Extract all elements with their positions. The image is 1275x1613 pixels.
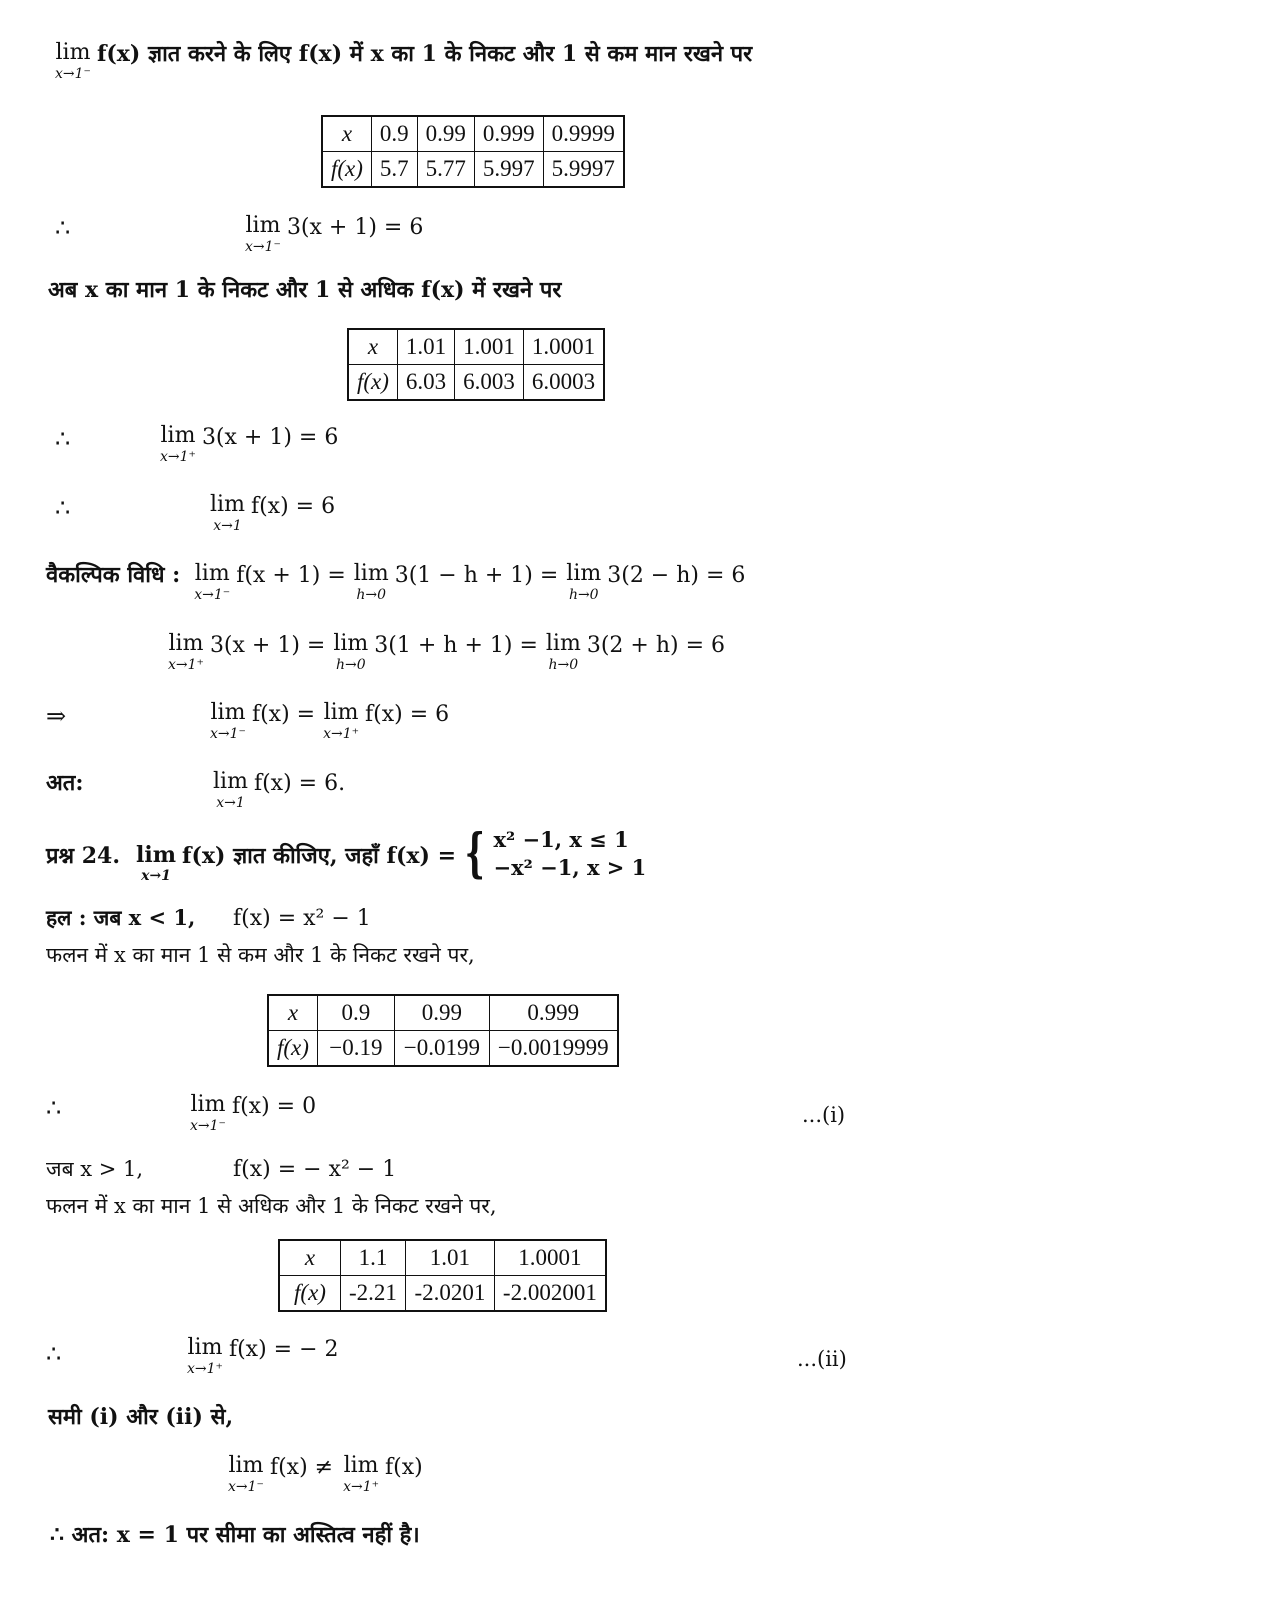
equation-3: lim x→1 f(x) = 6 — [210, 492, 336, 534]
table-header-fx: f(x) — [322, 152, 371, 188]
therefore-symbol: ∴ — [55, 425, 71, 453]
table-cell: −0.0199 — [394, 1031, 489, 1067]
limit: lim x→1⁻ — [55, 40, 91, 82]
value-table-3 — [267, 994, 619, 1067]
therefore-symbol: ∴ — [46, 1094, 62, 1122]
equation-1: lim x→1⁻ 3(x + 1) = 6 — [245, 213, 424, 255]
alternative-method-line-2: lim x→1⁺ 3(x + 1) = lim h→0 3(1 + h + 1) = lim h→0 3(2 + h) = 6 — [168, 631, 725, 673]
table-row — [322, 116, 624, 152]
table-cell: 5.77 — [417, 152, 474, 188]
table-row — [322, 152, 624, 188]
value-table-1 — [321, 115, 625, 188]
limit: lim x→1⁻ — [228, 1453, 264, 1495]
table-header-fx: f(x) — [348, 365, 397, 401]
table-cell: 1.0001 — [523, 329, 604, 365]
table-cell: 1.01 — [397, 329, 454, 365]
table-row — [268, 995, 618, 1031]
limit: lim x→1 — [213, 769, 248, 811]
equation-number-i: ...(i) — [802, 1103, 846, 1127]
limit: lim x→1⁺ — [187, 1335, 223, 1377]
table-cell: -2.0201 — [405, 1276, 494, 1312]
table-cell: 1.001 — [455, 329, 524, 365]
limit: lim h→0 — [333, 631, 369, 673]
table-cell: 1.0001 — [494, 1240, 605, 1276]
equation-number-ii: ...(ii) — [797, 1347, 847, 1371]
conclusion-line: ∴ अत: x = 1 पर सीमा का अस्तित्व नहीं है। — [50, 1522, 420, 1548]
intro-left-text: f(x) ज्ञात करने के लिए f(x) में x का 1 के निकट और 1 से कम मान रखने पर — [96, 41, 753, 67]
limit: lim x→1⁻ — [194, 561, 231, 603]
when-label: जब x > 1, — [46, 1157, 144, 1181]
table-cell: -2.002001 — [494, 1276, 605, 1312]
equation-6: lim x→1⁻ f(x) = 0 — [190, 1092, 317, 1134]
therefore-symbol: ∴ — [55, 494, 71, 522]
table-header-fx: f(x) — [279, 1276, 341, 1312]
table-cell: −0.19 — [317, 1031, 394, 1067]
implies-symbol: ⇒ — [46, 702, 67, 730]
table-cell: -2.21 — [341, 1276, 406, 1312]
table-cell: 0.99 — [394, 995, 489, 1031]
solution-line-2: फलन में x का मान 1 से अधिक और 1 के निकट रखने पर, — [46, 1194, 497, 1218]
limit: lim h→0 — [545, 631, 581, 673]
table-cell: 1.1 — [341, 1240, 406, 1276]
from-equations-line: समी (i) और (ii) से, — [48, 1404, 234, 1430]
limit: lim h→0 — [353, 561, 389, 603]
table-cell: 0.999 — [489, 995, 617, 1031]
intro-right-line: अब x का मान 1 के निकट और 1 से अधिक f(x) में रखने पर — [48, 277, 562, 303]
table-cell: 6.0003 — [523, 365, 604, 401]
table-cell: 5.9997 — [543, 152, 624, 188]
limit: lim x→1⁻ — [190, 1092, 226, 1134]
limit: lim x→1⁺ — [323, 700, 360, 742]
table-row — [348, 365, 604, 401]
table-header-x: x — [279, 1240, 341, 1276]
table-cell: 1.01 — [405, 1240, 494, 1276]
limit: lim x→1⁺ — [343, 1453, 380, 1495]
table-row — [348, 329, 604, 365]
table-cell: 0.9 — [317, 995, 394, 1031]
solution-fx: f(x) = x² − 1 — [233, 906, 371, 931]
table-header-x: x — [322, 116, 371, 152]
limit: lim x→1⁻ — [210, 700, 246, 742]
table-row — [279, 1276, 606, 1312]
table-header-fx: f(x) — [268, 1031, 317, 1067]
intro-left-line — [55, 42, 752, 81]
table-cell: 0.999 — [474, 116, 543, 152]
equation-5: lim x→1 f(x) = 6. — [213, 769, 346, 811]
piecewise-cases: x² −1, x ≤ 1 −x² −1, x > 1 — [493, 827, 647, 881]
equation-4: lim x→1⁻ f(x) = lim x→1⁺ f(x) = 6 — [210, 700, 450, 742]
table-cell: 6.003 — [455, 365, 524, 401]
table-cell: 0.99 — [417, 116, 474, 152]
limit: lim x→1 — [136, 842, 177, 884]
equation-2: lim x→1⁺ 3(x + 1) = 6 — [160, 423, 339, 465]
limit: lim x→1⁺ — [160, 423, 196, 465]
limit: lim x→1⁻ — [245, 213, 281, 255]
value-table-2 — [347, 328, 605, 401]
table-header-x: x — [268, 995, 317, 1031]
table-cell: 5.7 — [371, 152, 417, 188]
therefore-symbol: ∴ — [46, 1340, 62, 1368]
table-cell: 6.03 — [397, 365, 454, 401]
table-header-x: x — [348, 329, 397, 365]
table-row — [268, 1031, 618, 1067]
question-24: प्रश्न 24. lim x→1 f(x) ज्ञात कीजिए, जहाँ f(x) = { x² −1, x ≤ 1 −x² −1, x > 1 — [46, 823, 647, 885]
table-cell: 5.997 — [474, 152, 543, 188]
table-cell: −0.0019999 — [489, 1031, 617, 1067]
value-table-4 — [278, 1239, 607, 1312]
table-cell: 0.9999 — [543, 116, 624, 152]
solution-label: हल : जब x < 1, — [46, 905, 196, 930]
limit: lim x→1 — [210, 492, 245, 534]
table-cell: 0.9 — [371, 116, 417, 152]
limit: lim h→0 — [566, 561, 602, 603]
alternative-method-line-1: वैकल्पिक विधि : lim x→1⁻ f(x + 1) = lim h→0 3(1 − h + 1) = lim h→0 3(2 − h) = 6 — [46, 561, 746, 603]
hence-label: अत: — [46, 770, 84, 796]
solution-line: फलन में x का मान 1 से कम और 1 के निकट रखने पर, — [46, 943, 475, 967]
left-brace: { — [464, 823, 485, 885]
equation-7: lim x→1⁺ f(x) = − 2 — [187, 1335, 339, 1377]
table-row — [279, 1240, 606, 1276]
when-fx: f(x) = − x² − 1 — [233, 1157, 397, 1182]
limit: lim x→1⁺ — [168, 631, 204, 673]
equation-8: lim x→1⁻ f(x) ≠ lim x→1⁺ f(x) — [228, 1453, 423, 1495]
therefore-symbol: ∴ — [55, 214, 71, 242]
